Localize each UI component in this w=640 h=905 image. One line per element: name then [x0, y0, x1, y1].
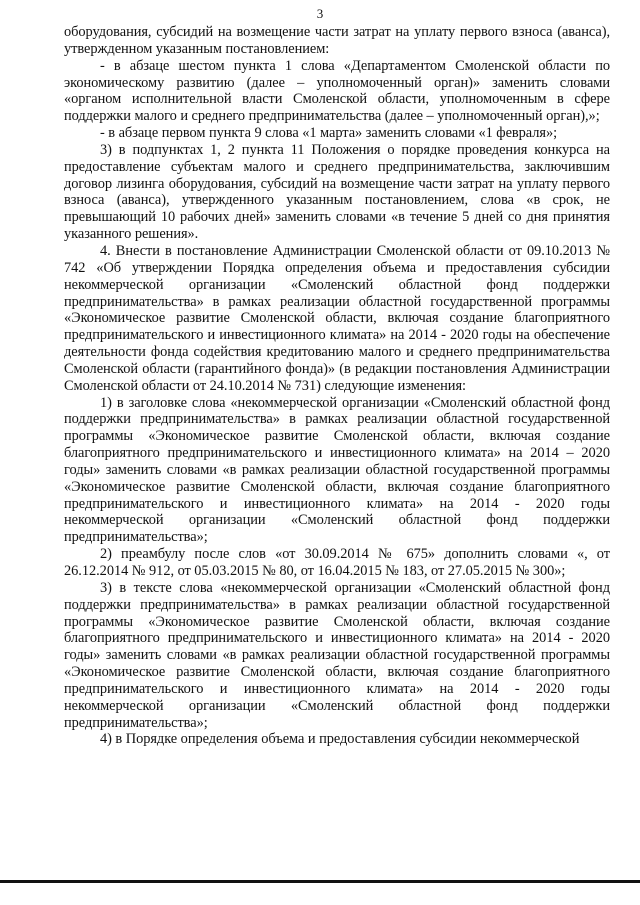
paragraph-continuation: оборудования, субсидий на возмещение части затрат на уплату первого взноса (аванса), утвержденном указанным постановлением:	[64, 24, 610, 57]
paragraph-subitem-2: 2) преамбулу после слов «от 30.09.2014 № 675» дополнить словами «, от 26.12.2014 № 912, от 05.03.2015 № 80, от 16.04.2015 № 183, от 27.05.2015 № 300»;	[64, 546, 610, 579]
paragraph-subitem-4: 4) в Порядке определения объема и предоставления субсидии некоммерческой	[100, 731, 580, 748]
paragraph-item-point1: - в абзаце шестом пункта 1 слова «Департаментом Смоленской области по экономическому развитию (далее – уполномоченный орган)» заменить словами «органом исполнительной власти Смоленской области, уполномоченным в сфере поддержки малого и среднего предпринимательства (далее – уполномоченный орган),»;	[64, 57, 610, 125]
paragraph-item-point9: - в абзаце первом пункта 9 слова «1 марта» заменить словами «1 февраля»;	[100, 125, 558, 142]
bottom-scan-border	[0, 880, 640, 883]
paragraph-subitem-1: 1) в заголовке слова «некоммерческой организации «Смоленский областной фонд поддержки предпринимательства» в рамках реализации областной государственной программы «Экономическое развитие Смоленской области, включая создание благоприятного предпринимательского и инвестиционного климата» на 2014 – 2020 годы» заменить словами «в рамках реализации областной государственной программы «Экономическое развитие Смоленской области, включая создание благоприятного предпринимательского и инвестиционного климата» на 2014 - 2020 годы некоммерческой организации «Смоленский областной фонд поддержки предпринимательства»;	[64, 394, 610, 546]
document-body	[64, 24, 610, 748]
paragraph-item-3: 3) в подпунктах 1, 2 пункта 11 Положения о порядке проведения конкурса на предоставление субъектам малого и среднего предпринимательства, заключившим договор лизинга оборудования, субсидий на возмещение части затрат на уплату первого взноса (аванса), утвержденного указанным постановлением, слова «в срок, не превышающий 10 рабочих дней» заменить словами «в течение 5 дней со дня принятия указанного решения».	[64, 141, 610, 243]
paragraph-section-4: 4. Внести в постановление Администрации Смоленской области от 09.10.2013 № 742 «Об утверждении Порядка определения объема и предоставления субсидии некоммерческой организации «Смоленский областной фонд поддержки предпринимательства» в рамках реализации областной государственной программы «Экономическое развитие Смоленской области, включая создание благоприятного предпринимательского и инвестиционного климата» на 2014 - 2020 годы на обеспечение деятельности фонда содействия кредитованию малого и среднего предпринимательства Смоленской области (гарантийного фонда)» (в редакции постановления Администрации Смоленской области от 24.10.2014 № 731) следующие изменения:	[64, 242, 610, 394]
paragraph-subitem-3: 3) в тексте слова «некоммерческой организации «Смоленский областной фонд поддержки предпринимательства» в рамках реализации областной государственной программы «Экономическое развитие Смоленской области, включая создание благоприятного предпринимательского и инвестиционного климата» на 2014 - 2020 годы» заменить словами «в рамках реализации областной государственной программы «Экономическое развитие Смоленской области, включая создание благоприятного предпринимательского и инвестиционного климата» на 2014 - 2020 годы некоммерческой организации «Смоленский областной фонд поддержки предпринимательства»;	[64, 579, 610, 731]
page-number: 3	[316, 6, 324, 21]
